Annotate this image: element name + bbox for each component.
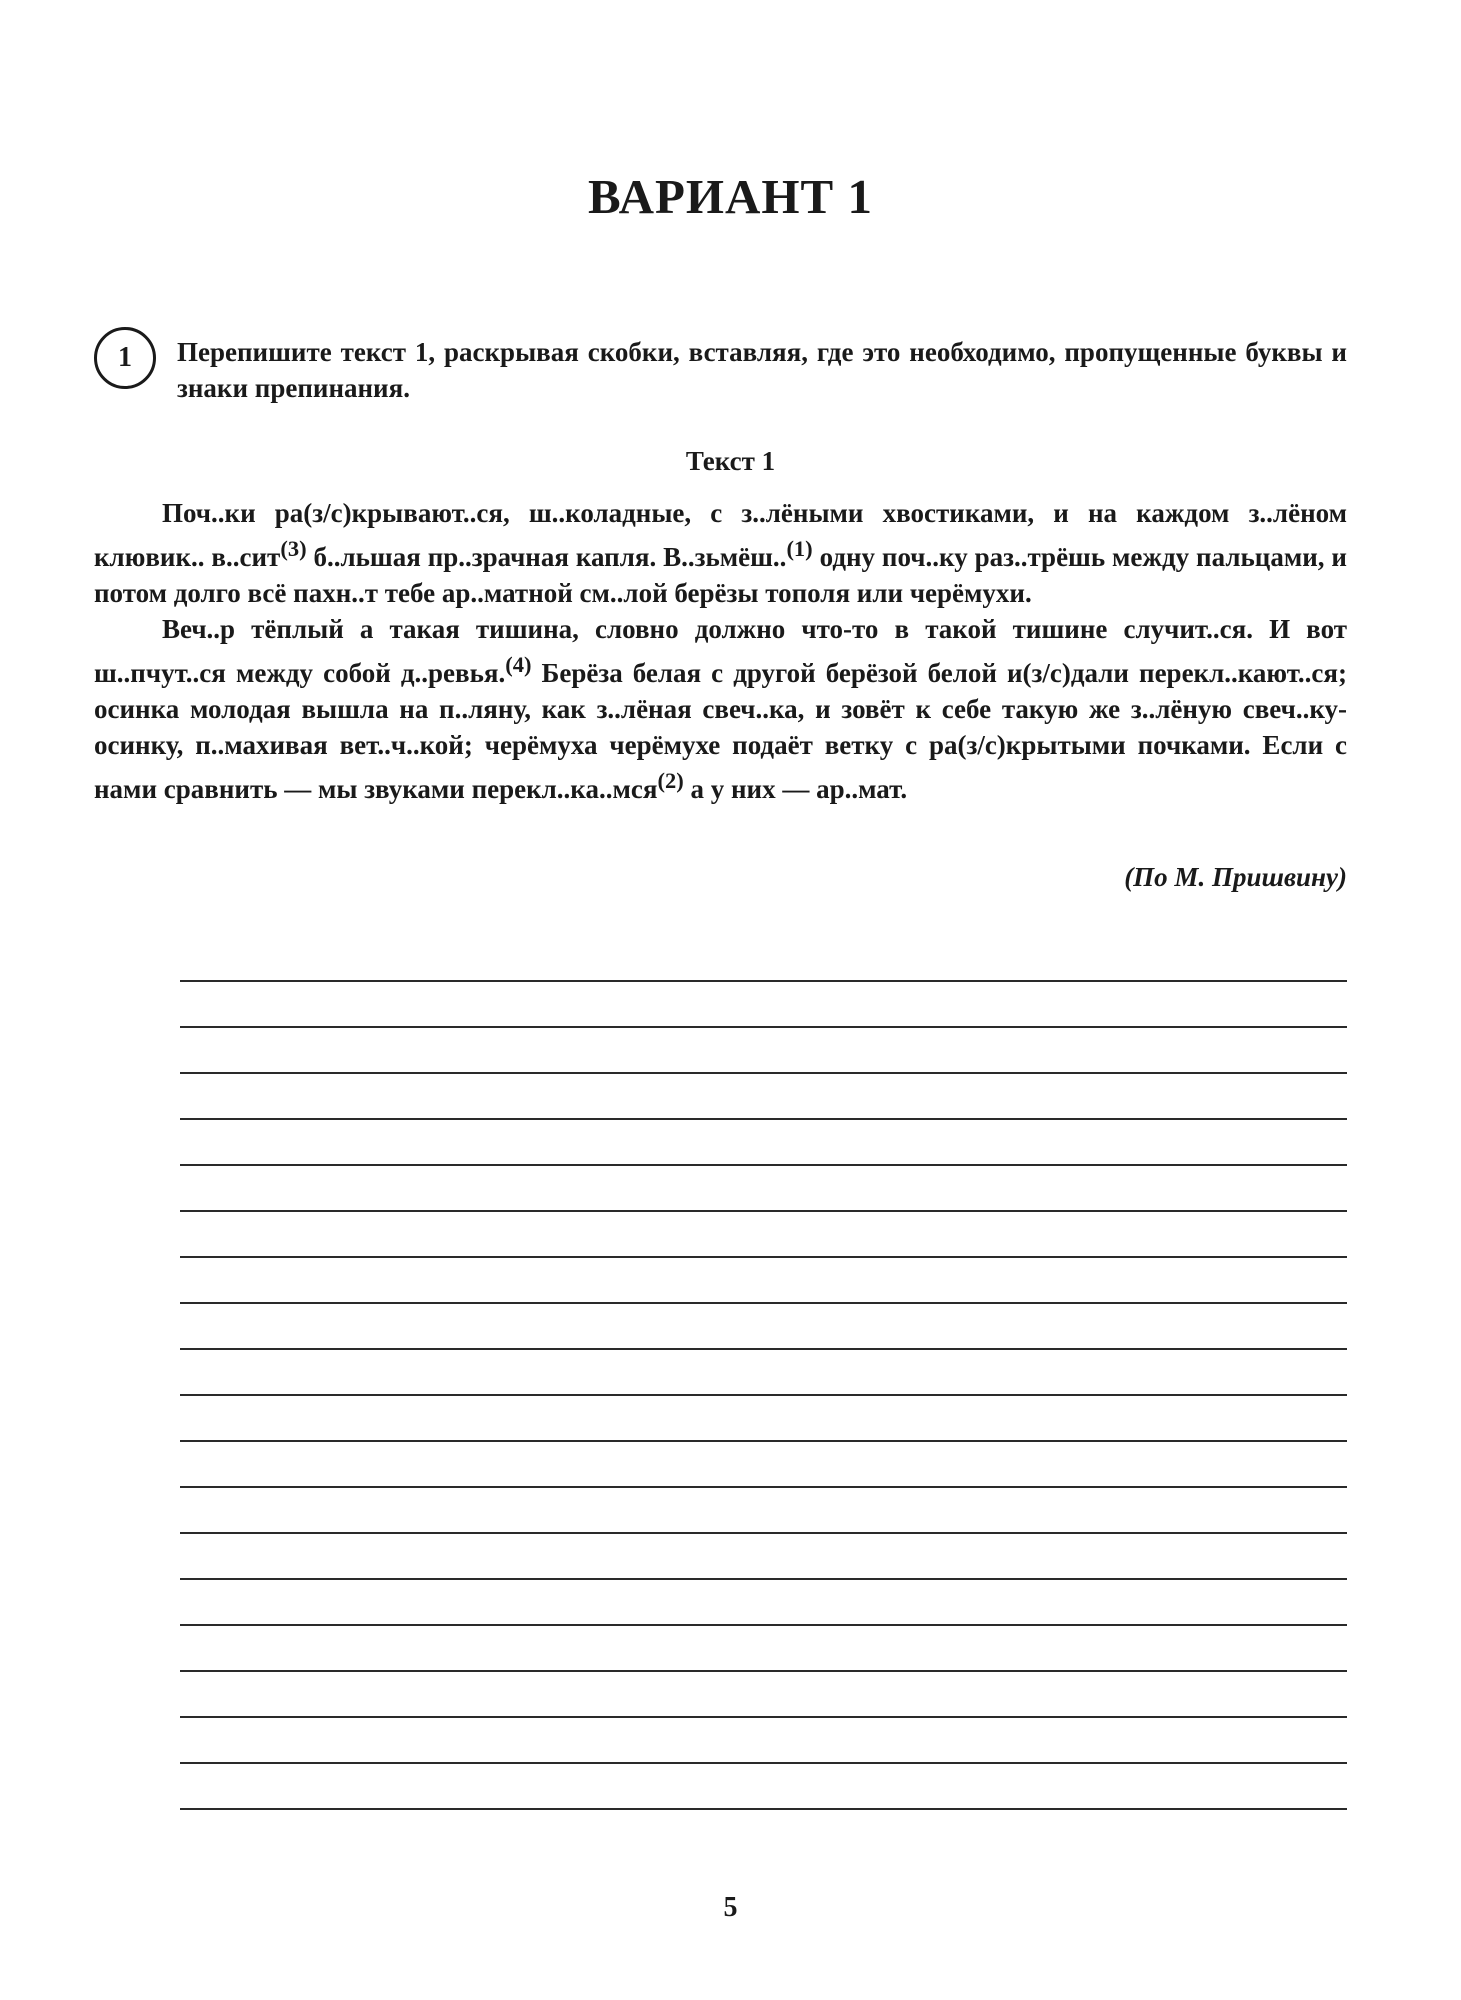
- passage-text: Берёза белая с другой берёзой белой и(з/с)дали перекл..кают..ся; осинка молодая вышла на п..ляну, как з..лёная свеч..ка, и зовёт к себе такую же з..лёную свеч..ку-осинку, п..махивая вет..ч..кой; черёмуха черёмухе подаёт ветку с ра(з/с)крытыми почками. Если с нами сравнить — мы звуками перекл..ка..мся: [94, 658, 1348, 804]
- page-number: 5: [723, 1892, 738, 1923]
- passage-paragraph-1: [94, 495, 1347, 611]
- answer-line[interactable]: [180, 1212, 1347, 1258]
- passage-text: одну поч..ку раз..трёшь между пальцами, и потом долго всё пахн..т тебе ар..матной см..лой берёзы тополя или черёмухи.: [94, 542, 1347, 608]
- answer-line[interactable]: [180, 982, 1347, 1028]
- answer-line[interactable]: [180, 1580, 1347, 1626]
- answer-line[interactable]: [180, 1718, 1347, 1764]
- answer-lines: [180, 936, 1347, 1810]
- passage-text: Веч..р тёплый а такая тишина, словно должно что-то в такой тишине случит..ся. И вот ш..пчут..ся между собой д..ревья.: [94, 614, 1347, 688]
- task-number-badge: 1: [94, 327, 156, 389]
- answer-line[interactable]: [180, 1166, 1347, 1212]
- attribution: (По М. Пришвину): [1124, 862, 1347, 892]
- text-heading: Текст 1: [685, 446, 776, 476]
- footnote-mark: (3): [280, 536, 307, 561]
- answer-line[interactable]: [180, 1028, 1347, 1074]
- footnote-mark: (4): [505, 652, 532, 677]
- answer-line[interactable]: [180, 1350, 1347, 1396]
- passage-text: а у них — ар..мат.: [683, 774, 908, 804]
- answer-line[interactable]: [180, 936, 1347, 982]
- answer-line[interactable]: [180, 1442, 1347, 1488]
- passage: [94, 495, 1347, 807]
- answer-line[interactable]: [180, 1488, 1347, 1534]
- answer-line[interactable]: [180, 1304, 1347, 1350]
- answer-line[interactable]: [180, 1258, 1347, 1304]
- answer-line[interactable]: [180, 1396, 1347, 1442]
- passage-paragraph-2: [94, 611, 1347, 807]
- answer-line[interactable]: [180, 1764, 1347, 1810]
- task-instruction: Перепишите текст 1, раскрывая скобки, вставляя, где это необходимо, пропущенные буквы и знаки препинания.: [177, 337, 1347, 403]
- answer-line[interactable]: [180, 1074, 1347, 1120]
- answer-line[interactable]: [180, 1626, 1347, 1672]
- footnote-mark: (2): [657, 768, 684, 793]
- passage-text: б..льшая пр..зрачная капля. В..зьмёш..: [306, 542, 787, 572]
- answer-line[interactable]: [180, 1534, 1347, 1580]
- passage-text: Поч..ки ра(з/с)крывают..ся, ш..коладные, с з..лёными хвостиками, и на каждом з..лёном клювик.. в..сит: [94, 498, 1347, 572]
- answer-line[interactable]: [180, 1672, 1347, 1718]
- footnote-mark: (1): [786, 536, 813, 561]
- answer-line[interactable]: [180, 1120, 1347, 1166]
- page-title: ВАРИАНТ 1: [588, 169, 873, 224]
